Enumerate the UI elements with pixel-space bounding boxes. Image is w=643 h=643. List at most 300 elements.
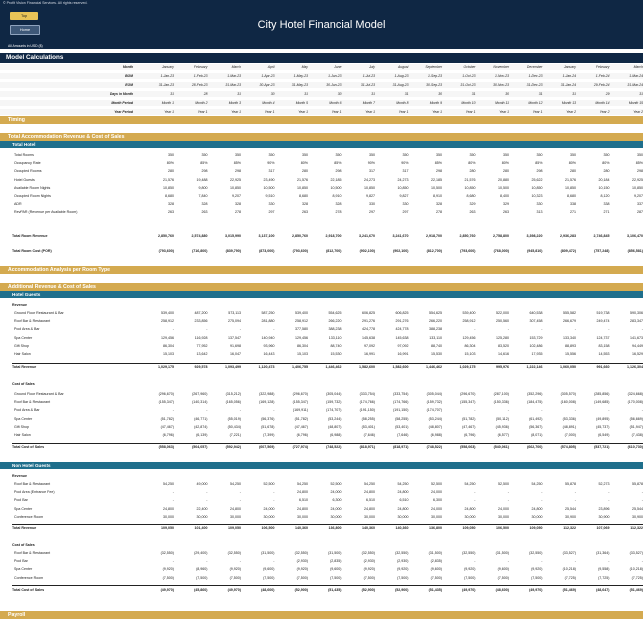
row-cell: - [507,498,509,503]
row-cell: (49,970) [160,588,174,592]
row-cell: 23,490 [263,177,275,182]
row-cell: 21,576 [163,177,174,182]
row-cell: 16,991 [397,352,409,356]
row-cell: (287,100) [493,392,509,396]
row-cell: 330 [536,202,543,207]
row-cell: (140,314) [192,400,208,405]
row-cell: 350 [469,153,476,157]
row-cell: (7,500) [296,575,308,580]
row-cell: (856,581) [627,249,643,253]
row-cell: 298 [335,169,342,174]
row-cell: - [608,559,610,564]
row-cell: 330 [369,202,375,207]
row-cell: 85% [434,161,442,166]
row-cell: Month 3 [228,101,241,105]
row-cell: (48,807) [428,424,442,429]
row-cell: 350 [637,153,643,157]
table-row [0,326,643,332]
row-cell: 317 [268,169,275,174]
row-cell: 266,679 [563,319,576,324]
row-cell: - [273,408,275,413]
row-cell: (48,647) [596,588,610,592]
row-cell: 20,184 [598,177,610,182]
row-cell: (155,347) [460,400,476,405]
row-cell: 283,347 [630,319,643,324]
row-cell: (174,766) [393,400,409,405]
row-cell: - [641,327,643,332]
row-cell: 2,850,760 [158,234,174,238]
row-cell: 85% [635,161,643,166]
row-cell: (6,796) [296,433,308,437]
row-cell: (169,911) [292,408,308,413]
row-cell: (7,500) [196,575,208,580]
row-cell: (757,248) [594,249,610,253]
row-label: Pool Bar [14,498,28,503]
row-cell: 30 [438,92,442,96]
row-cell: 539,400 [295,311,308,315]
row-cell: 1,582,600 [392,365,409,369]
row-cell: 109,050 [529,526,543,530]
row-cell: (9,600) [497,567,509,572]
row-cell: 1,060,050 [560,365,576,369]
row-label: EOM [125,83,133,87]
row-cell: 25,544 [632,506,643,511]
section-hotel-guests: Hotel Guests [0,291,643,298]
row-cell: (6,988) [330,433,342,437]
row-cell: (9,920) [296,567,308,572]
row-cell: 350 [570,153,576,157]
table-row [0,416,643,422]
subsection-label [0,381,643,387]
row-cell: 291,276 [362,319,375,324]
table-row [0,575,643,581]
row-cell: 8,120 [600,194,610,198]
row-cell: December [526,65,543,69]
row-label: Spa Center [14,416,33,421]
row-cell: 15,103 [297,352,308,356]
row-cell: 2,746,845 [593,234,610,238]
row-label: Occupancy Rate [14,161,41,166]
row-cell: 22,925 [632,177,643,182]
row-cell: Month 9 [429,101,442,105]
row-cell: 145,638 [395,335,409,340]
row-cell: 13,642 [196,352,208,356]
row-cell: 30,000 [230,514,241,519]
row-label: Roof Bar & Restaurant [14,482,51,486]
row-cell: Month 5 [295,101,308,105]
row-cell: 112,322 [563,526,576,530]
row-cell: (149,685) [594,400,610,405]
row-cell: Month 11 [495,101,509,105]
row-cell: 1-Feb-24 [595,74,610,78]
page-title: City Hotel Financial Model [257,19,386,31]
row-cell: 350 [369,153,375,157]
row-cell: (31,500) [428,551,442,555]
row-cell: 145,638 [362,335,375,340]
timeline-row [0,64,643,70]
row-cell: (9,600) [330,567,342,572]
row-cell: 329 [469,202,476,207]
row-cell: 271 [570,210,576,215]
row-cell: 16,529 [632,352,643,356]
row-cell: January [563,65,576,69]
row-cell: 24,273 [364,177,375,182]
row-cell: 107,069 [596,526,610,530]
row-cell: (50,434) [227,424,241,429]
row-cell: 30-Jun-23 [326,83,342,87]
row-cell: 10,850 [632,185,643,190]
row-cell: 1,582,600 [359,365,375,369]
row-cell: 10,500 [498,185,509,190]
row-cell: (191,150) [359,408,375,413]
row-cell: 10,850 [531,185,543,190]
row-cell: 83,158 [598,343,610,348]
row-cell: (33,527) [629,551,643,555]
row-cell: Year 2 [599,110,610,114]
table-row [0,335,643,341]
row-cell: 153,729 [529,335,543,340]
row-cell: 1,029,175 [158,365,174,369]
row-cell: 6,300 [433,498,442,503]
row-label: Total Room Cost (POR) [12,249,52,253]
row-cell: 24,000 [431,490,442,495]
row-cell: 90% [267,161,275,166]
row-cell: 317 [369,169,375,174]
table-row [0,489,643,495]
section-timing: Timing [0,116,643,124]
row-cell: 88,740 [330,343,342,348]
row-cell: Month 4 [262,101,275,105]
row-cell: (49,970) [227,588,241,592]
row-cell: 30,000 [196,514,208,519]
row-label: Ground Floor Restaurant & Bar [14,311,64,315]
row-cell: 1-Nov-23 [495,74,509,78]
row-cell: 109,050 [161,526,174,530]
row-cell: 640,538 [529,311,543,315]
row-cell: - [608,327,610,332]
row-cell: (49,970) [462,588,476,592]
row-cell: 31-Oct-23 [460,83,476,87]
row-cell: (296,670) [158,392,174,396]
row-cell: 124,737 [596,335,610,340]
row-cell: - [172,498,174,503]
row-cell: 10,500 [263,185,275,190]
row-cell: 31-Jan-24 [560,83,576,87]
row-cell: 3,015,990 [225,234,241,238]
row-cell: (793,600) [158,249,174,253]
row-cell: 52,500 [330,482,342,486]
top-button[interactable]: Top [10,12,38,20]
row-cell: (285,856) [594,392,610,396]
row-cell: 24,000 [330,506,342,511]
row-cell: October [463,65,476,69]
row-cell: (159,732) [426,400,442,405]
row-cell: 297 [369,210,375,215]
row-cell: (150,336) [493,400,509,405]
row-cell: May [301,65,308,69]
row-cell: 1,222,146 [526,365,543,369]
row-cell: 137,547 [228,335,241,340]
row-label: Ground Floor Restaurant & Bar [14,392,64,396]
row-cell: 2,574,880 [191,234,208,238]
row-cell: (9,920) [363,567,375,572]
row-cell: 21,576 [565,177,576,182]
row-label: Gift Shop [14,424,29,429]
row-cell: 24,800 [297,490,308,495]
table-row [0,209,643,215]
row-cell: (809,472) [560,249,576,253]
row-cell: 2,758,800 [493,234,509,238]
row-cell: 929,578 [194,365,208,369]
row-cell: (48,891) [562,424,576,429]
table-row [0,432,643,438]
row-cell: (32,550) [160,551,174,555]
row-cell: 31 [170,92,174,96]
row-cell: 112,322 [630,526,643,530]
row-cell: (160,008) [560,400,576,405]
row-cell: 30,900 [565,514,576,519]
row-cell: 24,800 [297,506,308,511]
row-cell: 233,856 [194,319,208,324]
timeline-row [0,73,643,79]
row-cell: 1,446,462 [426,365,442,369]
row-cell: 22,925 [230,177,241,182]
table-row [0,566,643,572]
row-cell: (945,810) [527,249,543,253]
row-cell: 258,912 [161,319,174,324]
row-cell: 995,976 [496,365,509,369]
row-cell: (174,707) [426,408,442,413]
row-cell: 388,238 [429,327,442,332]
row-cell: March [231,65,241,69]
row-cell: 140,940 [261,335,275,340]
row-cell: 15,556 [565,352,576,356]
row-cell: 10,850 [297,185,308,190]
row-cell: - [574,559,576,564]
row-cell: - [206,408,208,413]
row-cell: 9,827 [366,194,375,198]
row-cell: (574,805) [560,445,576,449]
row-label: Pool Area & Bar [14,408,40,413]
row-cell: - [206,327,208,332]
row-cell: (296,670) [460,392,476,396]
row-cell: 30,000 [531,514,543,519]
row-cell: (793,600) [292,249,308,253]
row-cell: 125,280 [496,335,509,340]
row-cell: 30,000 [163,514,174,519]
row-cell: 10,850 [565,185,576,190]
row-cell: (49,970) [529,588,543,592]
section-total-hotel: Total Hotel [0,141,643,148]
row-cell: - [206,490,208,495]
row-cell: 350 [201,153,208,157]
row-cell: (42,874) [194,424,208,429]
row-cell: 24,800 [397,506,409,511]
row-cell: - [273,490,275,495]
row-cell: January [161,65,174,69]
row-cell: 2,850,760 [459,234,476,238]
row-cell: 328 [201,202,208,207]
row-cell: (558,063) [158,445,174,449]
row-cell: - [172,559,174,564]
row-cell: (6,577) [497,433,509,437]
row-cell: 94,449 [632,343,643,348]
row-cell: 266,220 [328,319,342,324]
row-cell: Year 1 [164,110,174,114]
row-cell: 317 [402,169,409,174]
row-cell: (305,044) [426,392,442,396]
row-cell: - [574,498,576,503]
row-cell: (165,056) [225,400,241,405]
row-cell: (31,364) [596,551,610,555]
table-row [0,168,643,174]
row-cell: 1-Mar-24 [629,74,643,78]
row-label: Year Period [114,110,133,114]
row-label: Days in Month [109,92,133,96]
row-cell: (6,796) [162,433,174,437]
row-cell: - [474,327,476,332]
row-cell: 83,520 [498,343,509,348]
row-cell: 54,250 [364,482,375,486]
row-cell: 22,400 [196,506,208,511]
row-cell: (45,936) [495,424,509,429]
row-label: Hotel Guests [14,177,35,182]
row-cell: (8,960) [196,567,208,572]
row-cell: 15,530 [431,352,442,356]
row-cell: 17,935 [531,352,543,356]
row-cell: - [172,408,174,413]
row-cell: (9,600) [263,567,275,572]
row-cell: (6,549) [598,433,610,437]
row-cell: March [633,65,643,69]
row-cell: (9,920) [397,567,409,572]
row-cell: (2,930) [296,559,308,564]
row-cell: (607,569) [259,445,275,449]
row-cell: 19,488 [196,177,208,182]
row-cell: (352,296) [527,392,543,396]
subsection-label [0,302,643,308]
row-cell: (2,930) [363,559,375,564]
row-cell: 298 [235,169,241,174]
table-row [0,514,643,520]
row-cell: 10,850 [163,185,174,190]
row-cell: 1-Jun-23 [328,74,342,78]
row-cell: 9,827 [399,194,409,198]
home-button[interactable]: Home [10,25,40,35]
row-cell: 298 [201,169,208,174]
row-cell: (7,646) [363,433,375,437]
row-cell: 10,500 [431,185,442,190]
row-cell: - [172,490,174,495]
row-cell: 8,400 [500,194,509,198]
row-cell: February [595,65,610,69]
row-cell: 6,300 [332,498,342,503]
row-cell: 30,900 [632,514,643,519]
row-cell: 424,778 [362,327,375,332]
row-cell: 30,900 [598,514,610,519]
row-label: Roof Bar & Restaurant [14,551,51,555]
row-cell: 258,912 [462,319,476,324]
row-cell: 133,110 [429,335,442,340]
row-cell: 140,360 [362,526,375,530]
row-cell: 24,800 [464,506,476,511]
row-cell: 10,850 [464,185,476,190]
table-row [0,506,643,512]
row-cell: 487,200 [194,311,208,315]
row-cell: Month 10 [461,101,476,105]
row-cell: 30,000 [397,514,409,519]
row-cell: 52,500 [263,482,275,486]
row-cell: (31,500) [495,551,509,555]
row-cell: 30,000 [431,514,442,519]
row-cell: 14,616 [498,352,509,356]
row-cell: (45,860) [194,588,208,592]
row-cell: 80% [166,161,174,166]
row-cell: Month 8 [396,101,409,105]
total-room-cost-row [0,248,643,254]
row-cell: 20,880 [498,177,509,182]
row-cell: September [425,65,442,69]
row-label: Roof Bar & Restaurant [14,400,51,405]
row-label: Spa Center [14,335,33,340]
row-cell: 1,446,462 [325,365,342,369]
row-cell: 31 [471,92,476,96]
row-cell: 280 [302,169,308,174]
row-cell: Year 1 [499,110,509,114]
row-cell: (7,399) [263,433,275,437]
row-cell: (9,920) [162,567,174,572]
row-cell: 329 [503,202,509,207]
row-cell: (2,930) [397,559,409,564]
table-row [0,407,643,413]
row-cell: 278 [235,210,241,215]
row-cell: (716,800) [192,249,208,253]
row-cell: 590,306 [630,311,643,315]
row-cell: (315,212) [225,392,241,396]
row-cell: (51,435) [328,588,342,592]
row-cell: 97,092 [364,343,375,348]
row-cell: 1-Aug-23 [394,74,409,78]
row-cell: (53,401) [361,424,375,429]
row-cell: 31 [371,92,375,96]
row-cell: Year 1 [298,110,308,114]
row-label: Month Period [111,101,133,105]
row-cell: (9,558) [598,567,610,572]
row-cell: (170,008) [627,400,643,405]
row-label: Available Room Nights [14,185,51,190]
row-cell: 307,458 [529,319,543,324]
row-cell: 3,106,470 [627,234,643,238]
row-cell: - [474,559,476,564]
row-cell: 298 [536,169,543,174]
row-cell: 350 [235,153,241,157]
row-cell: 1-Jul-23 [362,74,375,78]
row-cell: - [541,490,543,495]
row-cell: 350 [436,153,442,157]
row-label: Pool Bar [14,559,28,564]
row-cell: 31-Jul-23 [360,83,375,87]
table-row [0,318,643,324]
row-cell: - [206,498,208,503]
row-cell: 30,000 [330,514,342,519]
row-label: Occupied Room Nights [14,194,51,198]
subsection-text: Revenue [12,474,27,478]
row-cell: 90% [367,161,375,166]
row-cell: 28-Feb-23 [191,83,208,87]
row-cell: - [273,327,275,332]
row-cell: (610,730) [627,445,643,449]
row-cell: 31-May-23 [291,83,308,87]
